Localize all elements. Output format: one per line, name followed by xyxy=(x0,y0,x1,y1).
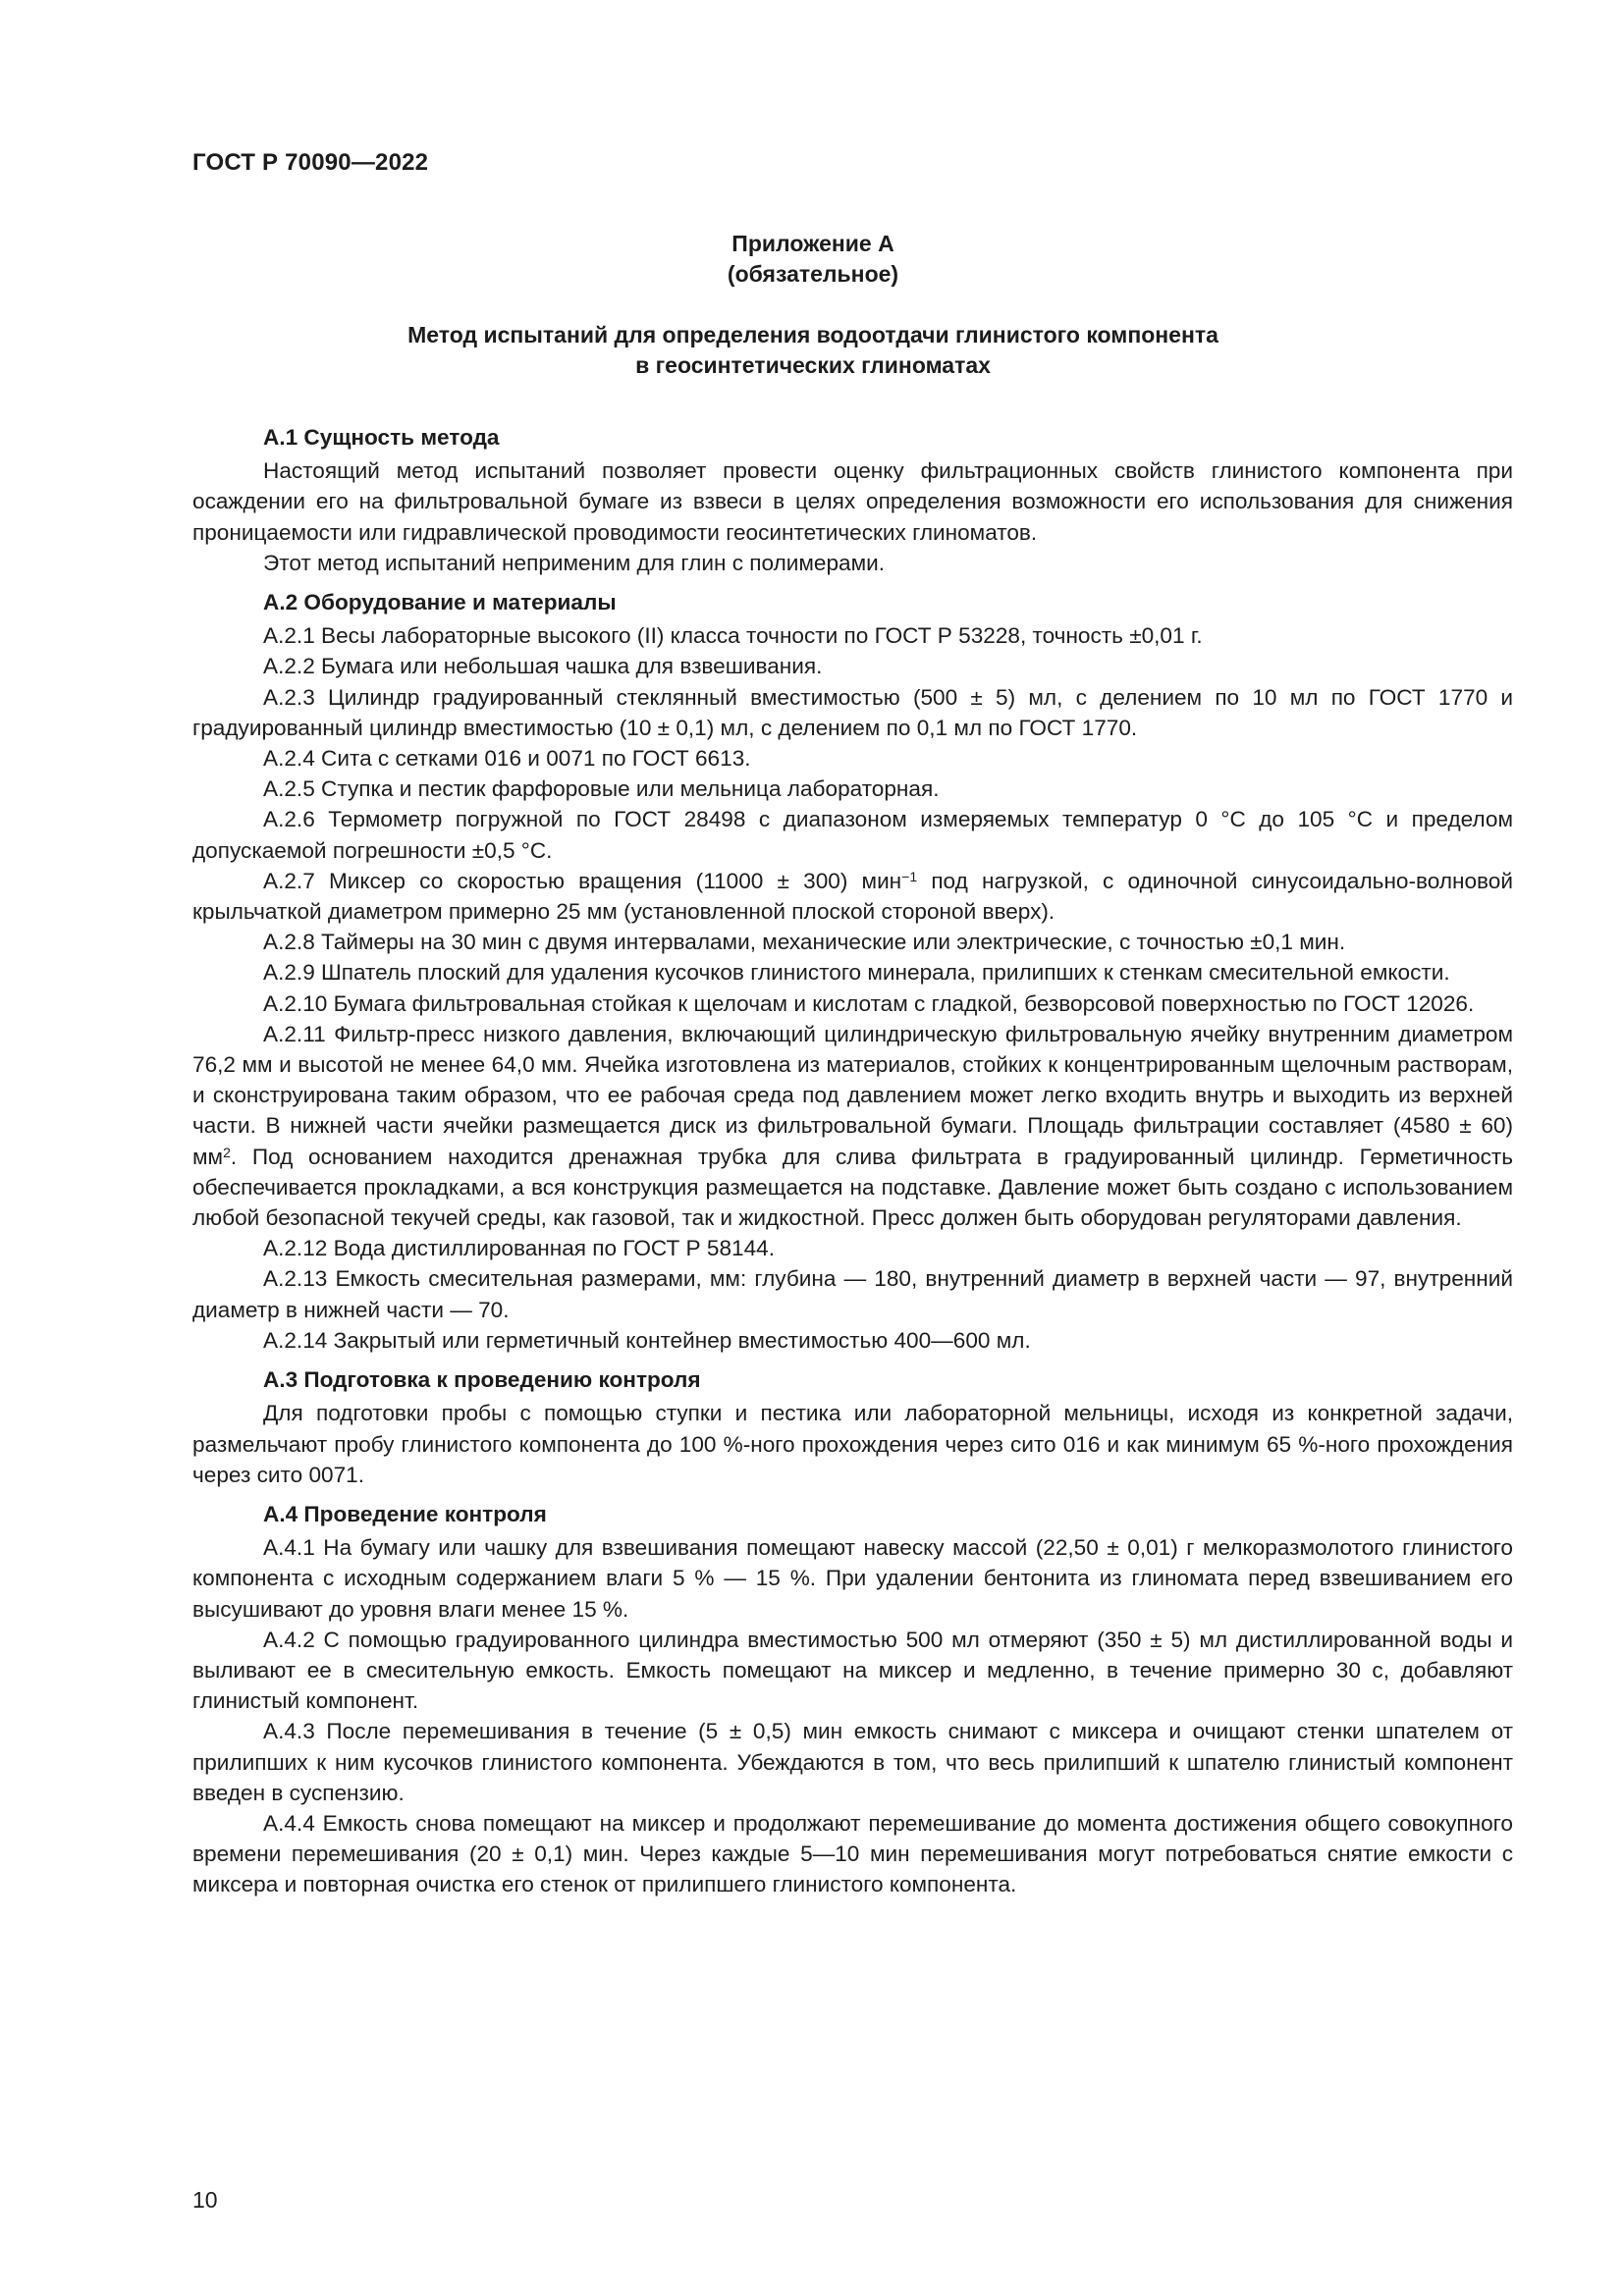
appendix-status: (обязательное) xyxy=(727,261,899,287)
item-a2-4: А.2.4 Сита с сетками 016 и 0071 по ГОСТ 6613. xyxy=(263,746,751,772)
document-title xyxy=(192,320,1434,381)
section-heading-a2: А.2 Оборудование и материалы xyxy=(263,590,617,615)
item-a2-10: А.2.10 Бумага фильтровальная стойкая к щелочам и кислотам с гладкой, безворсовой поверхностью по ГОСТ 12026. xyxy=(263,990,1475,1016)
paragraph-a1-2: Этот метод испытаний неприменим для глин с полимерами. xyxy=(263,550,886,575)
item-a2-7-text-b: под нагрузкой, с одиночной синусоидально-волновой крыльчаткой диаметром примерно 25 мм (установленной плоской стороной вверх). xyxy=(192,868,1513,925)
item-a2-12: А.2.12 Вода дистиллированная по ГОСТ Р 58144. xyxy=(263,1236,776,1261)
section-heading-a3: А.3 Подготовка к проведению контроля xyxy=(263,1367,701,1393)
item-a2-13: А.2.13 Емкость смесительная размерами, мм: глубина — 180, внутренний диаметр в верхней части — 97, внутренний диаметр в нижней части — 70. xyxy=(192,1266,1513,1322)
item-a2-5: А.2.5 Ступка и пестик фарфоровые или мельница лабораторная. xyxy=(263,776,940,802)
document-body xyxy=(192,422,1513,1900)
item-a2-11 xyxy=(192,1019,1513,1233)
item-a2-6: А.2.6 Термометр погружной по ГОСТ 28498 с диапазоном измеряемых температур 0 °С до 105 °С и пределом допускаемой погрешности ±0,5 °С. xyxy=(192,807,1513,863)
item-a2-7-text-a: А.2.7 Миксер со скоростью вращения (11000 ± 300) мин xyxy=(263,868,902,893)
item-a2-11-text-a: А.2.11 Фильтр-пресс низкого давления, включающий цилиндрическую фильтровальную ячейку внутренним диаметром 76,2 мм и высотой не менее 64,0 мм. Ячейка изготовлена из материалов, стойких к концентрированным щелочным растворам, и сконструирована таким образом, что ее рабочая среда под давлением может легко входить внутрь и выходить из верхней части. В нижней части ячейки размещается диск из фильтровальной бумаги. Площадь фильтрации составляет (4580 ± 60) мм xyxy=(192,1021,1513,1169)
title-line-1: Метод испытаний для определения водоотдачи глинистого компонента xyxy=(407,322,1218,347)
appendix-label: Приложение А xyxy=(731,231,894,256)
paragraph-a1-1: Настоящий метод испытаний позволяет провести оценку фильтрационных свойств глинистого компонента при осаждении его на фильтровальной бумаге из взвеси в целях определения возможности его использования для снижения проницаемости или гидравлической проводимости геосинтетических глиноматов. xyxy=(192,458,1513,545)
item-a2-2: А.2.2 Бумага или небольшая чашка для взвешивания. xyxy=(263,654,823,679)
item-a2-7 xyxy=(192,866,1513,927)
section-heading-a4: А.4 Проведение контроля xyxy=(263,1501,547,1526)
item-a2-3: А.2.3 Цилиндр градуированный стеклянный вместимостью (500 ± 5) мл, с делением по 10 мл по ГОСТ 1770 и градуированный цилиндр вместимостью (10 ± 0,1) мл, с делением по 0,1 мл по ГОСТ 1770. xyxy=(192,684,1513,740)
item-a4-2: А.4.2 С помощью градуированного цилиндра вместимостью 500 мл отмеряют (350 ± 5) мл дистиллированной воды и выливают ее в смесительную емкость. Емкость помещают на миксер и медленно, в течение примерно 30 с, добавляют глинистый компонент. xyxy=(192,1627,1513,1714)
item-a2-14: А.2.14 Закрытый или герметичный контейнер вместимостью 400—600 мл. xyxy=(263,1327,1031,1353)
item-a4-3: А.4.3 После перемешивания в течение (5 ± 0,5) мин емкость снимают с миксера и очищают стенки шпателем от прилипших к ним кусочков глинистого компонента. Убеждаются в том, что весь прилипший к шпателю глинистый компонент введен в суспензию. xyxy=(192,1719,1513,1805)
item-a2-11-superscript: 2 xyxy=(223,1144,231,1160)
item-a2-9: А.2.9 Шпатель плоский для удаления кусочков глинистого минерала, прилипших к стенкам смесительной емкости. xyxy=(263,960,1450,986)
document-code: ГОСТ Р 70090—2022 xyxy=(192,149,429,176)
item-a2-11-text-b: . Под основанием находится дренажная трубка для слива фильтрата в градуированный цилиндр. Герметичность обеспечивается прокладками, а вся конструкция размещается на подставке. Давление может быть создано с использованием любой безопасной текучей среды, как газовой, так и жидкостной. Пресс должен быть оборудован регуляторами давления. xyxy=(192,1144,1513,1231)
item-a2-1: А.2.1 Весы лабораторные высокого (II) класса точности по ГОСТ Р 53228, точность ±0,01 г. xyxy=(263,623,1203,649)
item-a2-7-superscript: −1 xyxy=(901,868,918,884)
paragraph-a3-1: Для подготовки пробы с помощью ступки и пестика или лабораторной мельницы, исходя из конкретной задачи, размельчают пробу глинистого компонента до 100 %-ного прохождения через сито 016 и как минимум 65 %-ного прохождения через сито 0071. xyxy=(192,1401,1513,1487)
item-a4-1: А.4.1 На бумагу или чашку для взвешивания помещают навеску массой (22,50 ± 0,01) г мелкоразмолотого глинистого компонента с исходным содержанием влаги 5 % — 15 %. При удалении бентонита из глиномата перед взвешиванием его высушивают до уровня влаги менее 15 %. xyxy=(192,1535,1513,1622)
item-a4-4: А.4.4 Емкость снова помещают на миксер и продолжают перемешивание до момента достижения общего совокупного времени перемешивания (20 ± 0,1) мин. Через каждые 5—10 мин перемешивания могут потребоваться снятие емкости с миксера и повторная очистка его стенок от прилипшего глинистого компонента. xyxy=(192,1810,1513,1897)
section-heading-a1: А.1 Сущность метода xyxy=(263,425,500,450)
item-a2-8: А.2.8 Таймеры на 30 мин с двумя интервалами, механические или электрические, с точностью ±0,1 мин. xyxy=(263,930,1346,955)
page-number: 10 xyxy=(192,2187,218,2213)
appendix-heading xyxy=(192,229,1434,290)
title-line-2: в геосинтетических глиноматах xyxy=(635,352,991,378)
